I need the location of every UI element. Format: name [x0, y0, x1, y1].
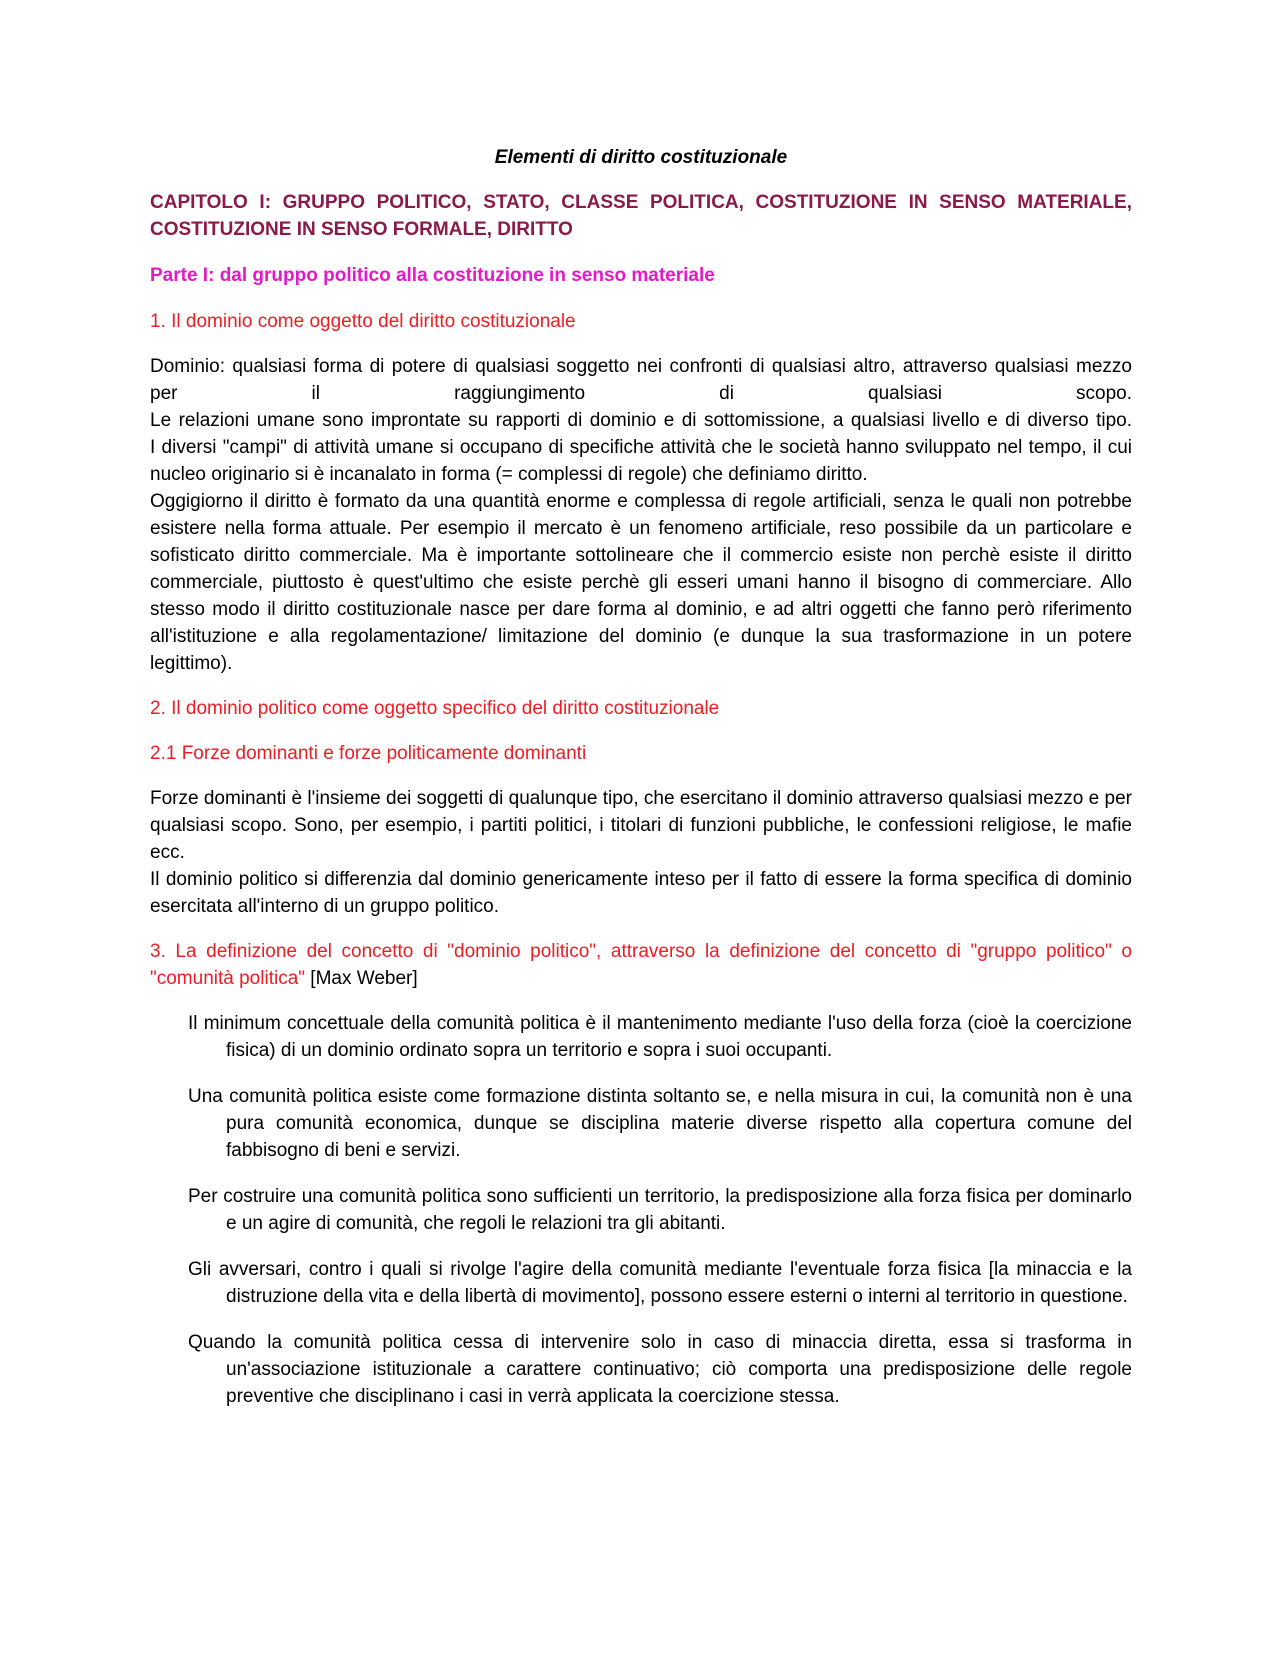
section-1-paragraph-2: Le relazioni umane sono improntate su rapporti di dominio e di sottomissione, a qualsiasi livello e di diverso tipo.: [150, 410, 1132, 431]
section-2-1-heading: 2.1 Forze dominanti e forze politicamente dominanti: [150, 743, 587, 764]
list-item: Per costruire una comunità politica sono sufficienti un territorio, la predisposizione alla forza fisica per dominarlo e un agire di comunità, che regoli le relazioni tra gli abitanti.: [188, 1186, 1132, 1234]
section-1-paragraph-4: Oggigiorno il diritto è formato da una quantità enorme e complessa di regole artificiali, senza le quali non potrebbe esistere nella forma attuale. Per esempio il mercato è un fenomeno artificiale, reso possibile da un particolare e sofisticato diritto commerciale. Ma è importante sottolineare che il commercio esiste non perchè esiste il diritto commerciale, piuttosto è quest'ultimo che esiste perchè gli esseri umani hanno il bisogno di commerciare. Allo stesso modo il diritto costituzionale nasce per dare forma al dominio, e ad altri oggetti che fanno però riferimento all'istituzione e alla regolamentazione/ limitazione del dominio (e dunque la sua trasformazione in un potere legittimo).: [150, 491, 1132, 674]
list-item: Quando la comunità politica cessa di intervenire solo in caso di minaccia diretta, essa si trasforma in un'associazione istituzionale a carattere continuativo; ciò comporta una predisposizione delle regole preventive che disciplinano i casi in verrà applicata la coercizione stessa.: [188, 1332, 1132, 1407]
section-1-heading: 1. Il dominio come oggetto del diritto costituzionale: [150, 311, 576, 332]
section-2-body: [150, 785, 1132, 920]
section-2-heading: 2. Il dominio politico come oggetto specifico del diritto costituzionale: [150, 698, 720, 719]
weber-definition-list: [150, 1010, 1132, 1410]
section-1-body: [150, 353, 1132, 677]
section-2-paragraph-1: Forze dominanti è l'insieme dei soggetti di qualunque tipo, che esercitano il dominio attraverso qualsiasi mezzo e per qualsiasi scopo. Sono, per esempio, i partiti politici, i titolari di funzioni pubbliche, le confessioni religiose, le mafie ecc.: [150, 788, 1132, 863]
section-2-paragraph-2: Il dominio politico si differenzia dal dominio genericamente inteso per il fatto di essere la forma specifica di dominio esercitata all'interno di un gruppo politico.: [150, 869, 1132, 917]
document-page: [150, 144, 1132, 1429]
section-3-heading: [150, 938, 1132, 992]
chapter-heading: CAPITOLO I: GRUPPO POLITICO, STATO, CLASSE POLITICA, COSTITUZIONE IN SENSO MATERIALE, COSTITUZIONE IN SENSO FORMALE, DIRITTO: [150, 192, 1132, 240]
list-item: Il minimum concettuale della comunità politica è il mantenimento mediante l'uso della forza (cioè la coercizione fisica) di un dominio ordinato sopra un territorio e sopra i suoi occupanti.: [188, 1013, 1132, 1061]
section-1-paragraph-1: Dominio: qualsiasi forma di potere di qualsiasi soggetto nei confronti di qualsiasi altro, attraverso qualsiasi mezzo per il raggiungimento di qualsiasi scopo.: [150, 356, 1132, 404]
part-heading: Parte I: dal gruppo politico alla costituzione in senso materiale: [150, 265, 715, 286]
list-item: Una comunità politica esiste come formazione distinta soltanto se, e nella misura in cui, la comunità non è una pura comunità economica, dunque se disciplina materie diverse rispetto alla copertura comune del fabbisogno di beni e servizi.: [188, 1086, 1132, 1161]
document-title: Elementi di diritto costituzionale: [494, 147, 788, 168]
section-1-paragraph-3: I diversi "campi" di attività umane si occupano di specifiche attività che le società hanno sviluppato nel tempo, il cui nucleo originario si è incanalato in forma (= complessi di regole) che definiamo diritto.: [150, 437, 1132, 485]
max-weber-reference: [Max Weber]: [310, 968, 418, 989]
section-3-heading-text: 3. La definizione del concetto di "dominio politico", attraverso la definizione del concetto di "gruppo politico" o "comunità politica": [150, 941, 1132, 989]
list-item: Gli avversari, contro i quali si rivolge l'agire della comunità mediante l'eventuale forza fisica [la minaccia e la distruzione della vita e della libertà di movimento], possono essere esterni o interni al territorio in questione.: [188, 1259, 1132, 1307]
